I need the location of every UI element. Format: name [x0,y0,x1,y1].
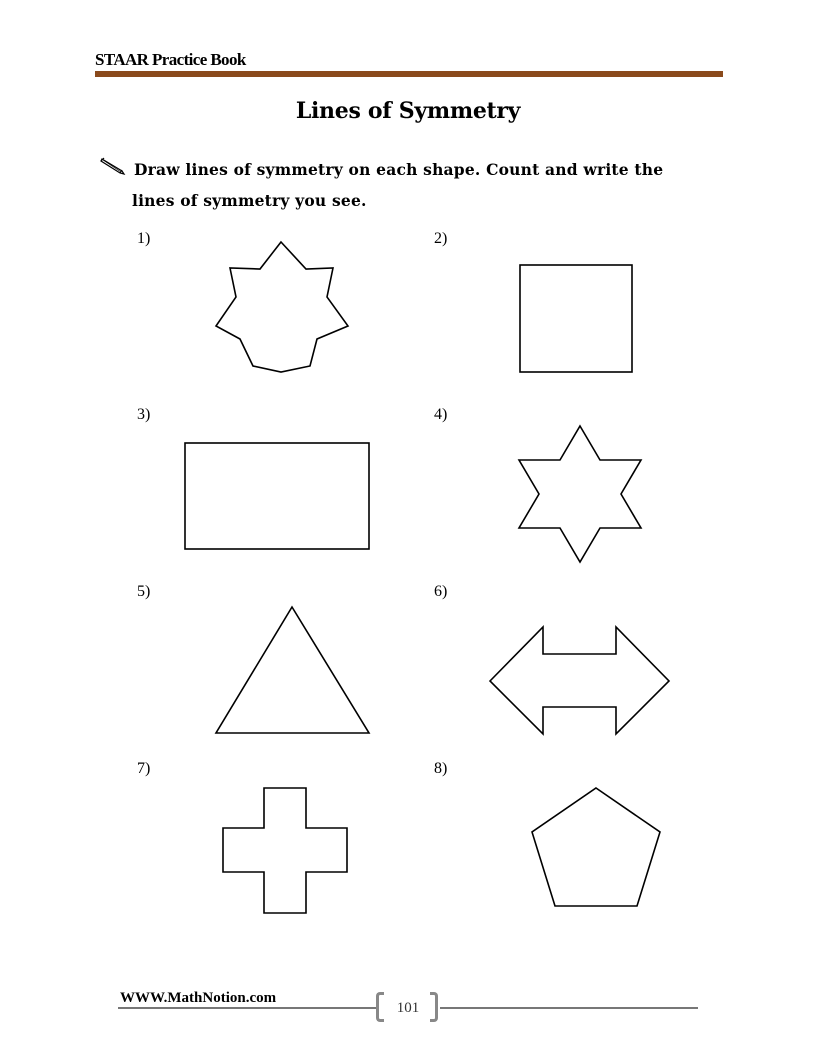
six-point-star-shape [519,426,641,562]
problem-number-5: 5) [137,583,151,600]
page-number-bracket-left [376,992,384,1022]
instruction-line-1: Draw lines of symmetry on each shape. Count and write the [134,160,664,179]
problem-number-7: 7) [137,760,151,777]
footer-divider-right [440,1007,698,1009]
double-arrow-shape [490,627,669,734]
rectangle-shape [185,443,369,549]
square-shape [520,265,632,372]
page-number: 101 [376,993,440,1023]
triangle-shape [216,607,369,733]
problem-number-4: 4) [434,406,448,423]
header-title: STAAR Practice Book [95,50,246,69]
footer-divider-left [118,1007,376,1009]
footer-url[interactable]: WWW.MathNotion.com [120,990,277,1006]
instruction-line-2: lines of symmetry you see. [132,191,367,210]
problem-number-1: 1) [137,230,151,247]
problem-number-3: 3) [137,406,151,423]
page-number-bracket-right [430,992,438,1022]
problem-number-2: 2) [434,230,448,247]
pentagon-shape [532,788,660,906]
problem-number-6: 6) [434,583,448,600]
problem-number-8: 8) [434,760,448,777]
cross-shape [223,788,347,913]
page-title: Lines of Symmetry [295,98,521,124]
seven-point-star-shape [216,242,348,372]
